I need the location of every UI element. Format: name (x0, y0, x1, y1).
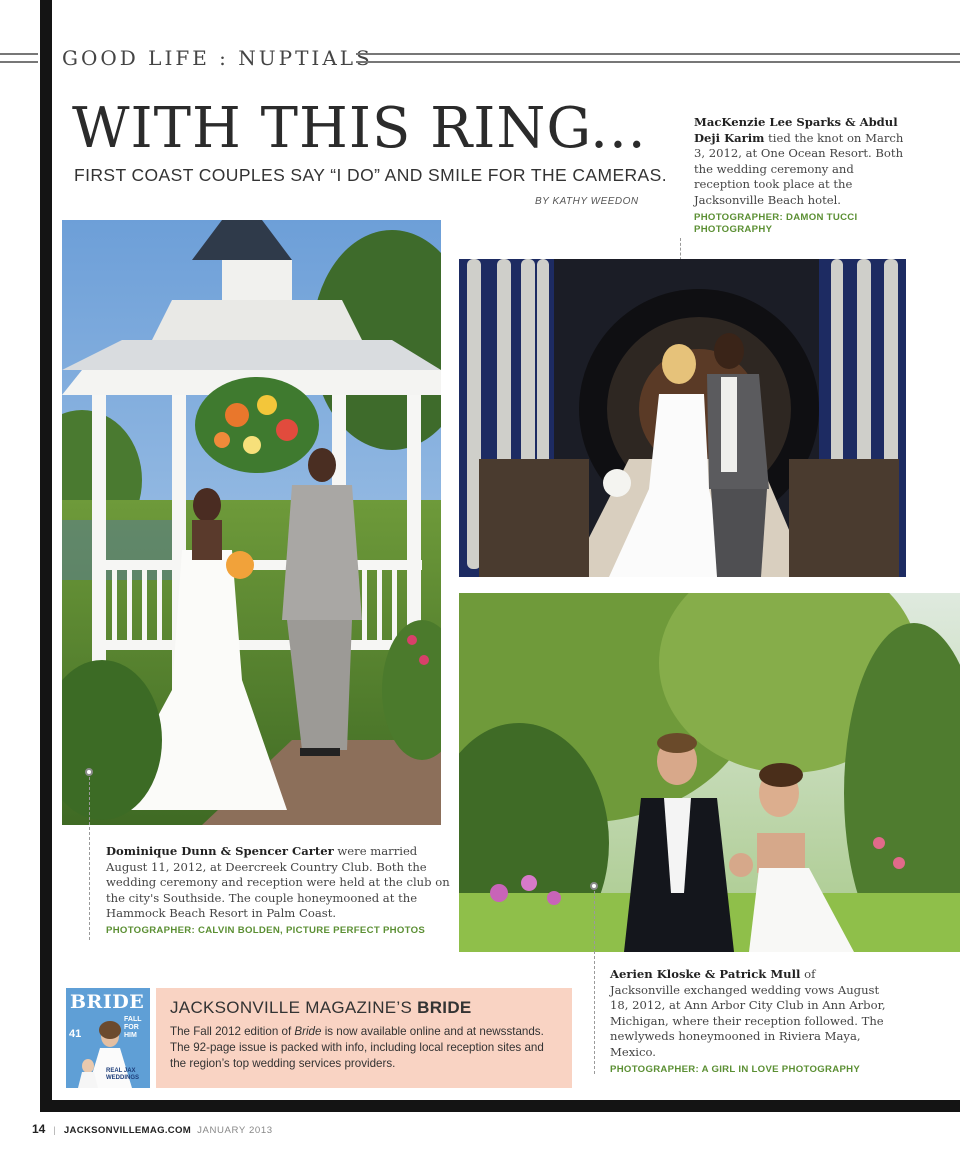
article-byline: BY KATHY WEEDON (535, 196, 639, 207)
photo-gazebo-couple (62, 220, 441, 825)
caption-sparks-karim (694, 115, 912, 236)
couple-names: MacKenzie Lee Sparks & Abdul Deji Karim (694, 115, 898, 145)
caption-leader-dot (590, 882, 598, 890)
cover-bottom-text: REAL JAX WEDDINGS (106, 1068, 139, 1081)
bride-promo (64, 988, 572, 1088)
couple-names: Dominique Dunn & Spencer Carter (106, 844, 334, 858)
section-rule-left (0, 53, 38, 63)
caption-text: tied the knot on March 3, 2012, at One Ocean Resort. Both the wedding ceremony and reception took place at the Jacksonville Beach hotel. (694, 130, 904, 207)
page-footer (32, 1122, 273, 1136)
article-headline: WITH THIS RING... (72, 96, 647, 161)
page-frame-left (40, 0, 52, 1112)
section-label: GOOD LIFE : NUPTIALS (62, 46, 373, 70)
caption-text: of Jacksonville exchanged wedding vows August 18, 2012, at Ann Arbor City Club in Ann Arbor, Michigan, where their reception followed. The newlyweds honeymooned in Riviera Maya, Mexico. (610, 967, 886, 1059)
page-number: 14 (32, 1122, 46, 1136)
caption-kloske-mull (610, 967, 886, 1076)
promo-text-part2: is now available online and at newsstands. The 92-page issue is packed with info, including local reception sites and the region’s top wedding services providers. (170, 1025, 544, 1070)
promo-title (170, 998, 558, 1018)
couple-names: Aerien Kloske & Patrick Mull (610, 967, 801, 981)
photo-credit: PHOTOGRAPHER: A GIRL IN LOVE PHOTOGRAPHY (610, 1063, 861, 1075)
caption-leader-line (89, 772, 90, 940)
bride-promo-box (156, 988, 572, 1088)
photo-credit: PHOTOGRAPHER: CALVIN BOLDEN, PICTURE PERFECT PHOTOS (106, 924, 426, 936)
photo-arch-couple (459, 259, 906, 577)
caption-leader-dot (85, 768, 93, 776)
footer-issue: JANUARY 2013 (197, 1125, 273, 1136)
caption-text: were married August 11, 2012, at Deercreek Country Club. Both the wedding ceremony and reception were held at the club on the city's Southside. The couple honeymooned at the Hammock Beach Resort in Palm Coast. (106, 844, 450, 921)
cover-fall-text: FALL FOR HIM (124, 1016, 142, 1039)
photo-credit: PHOTOGRAPHER: DAMON TUCCI PHOTOGRAPHY (694, 211, 858, 235)
photo-garden-couple (459, 593, 960, 952)
caption-dunn-carter (106, 844, 451, 937)
footer-site-link[interactable]: JACKSONVILLEMAG.COM (63, 1125, 192, 1136)
promo-text (170, 1024, 558, 1072)
section-rule-right (356, 53, 960, 63)
caption-leader-line (594, 886, 595, 1074)
footer-separator: | (53, 1125, 56, 1136)
bride-magazine-cover[interactable] (66, 988, 150, 1088)
promo-title-prefix: JACKSONVILLE MAGAZINE’S (170, 998, 418, 1017)
cover-masthead: BRIDE (70, 991, 145, 1013)
page-frame-bottom (40, 1100, 960, 1112)
article-subhead: FIRST COAST COUPLES SAY “I DO” AND SMILE FOR THE CAMERAS. (74, 165, 667, 185)
cover-number: 41 (69, 1028, 82, 1040)
promo-title-bold: BRIDE (417, 998, 472, 1017)
promo-text-part1: The Fall 2012 edition of (170, 1025, 295, 1038)
promo-text-italic: Bride (294, 1025, 322, 1038)
